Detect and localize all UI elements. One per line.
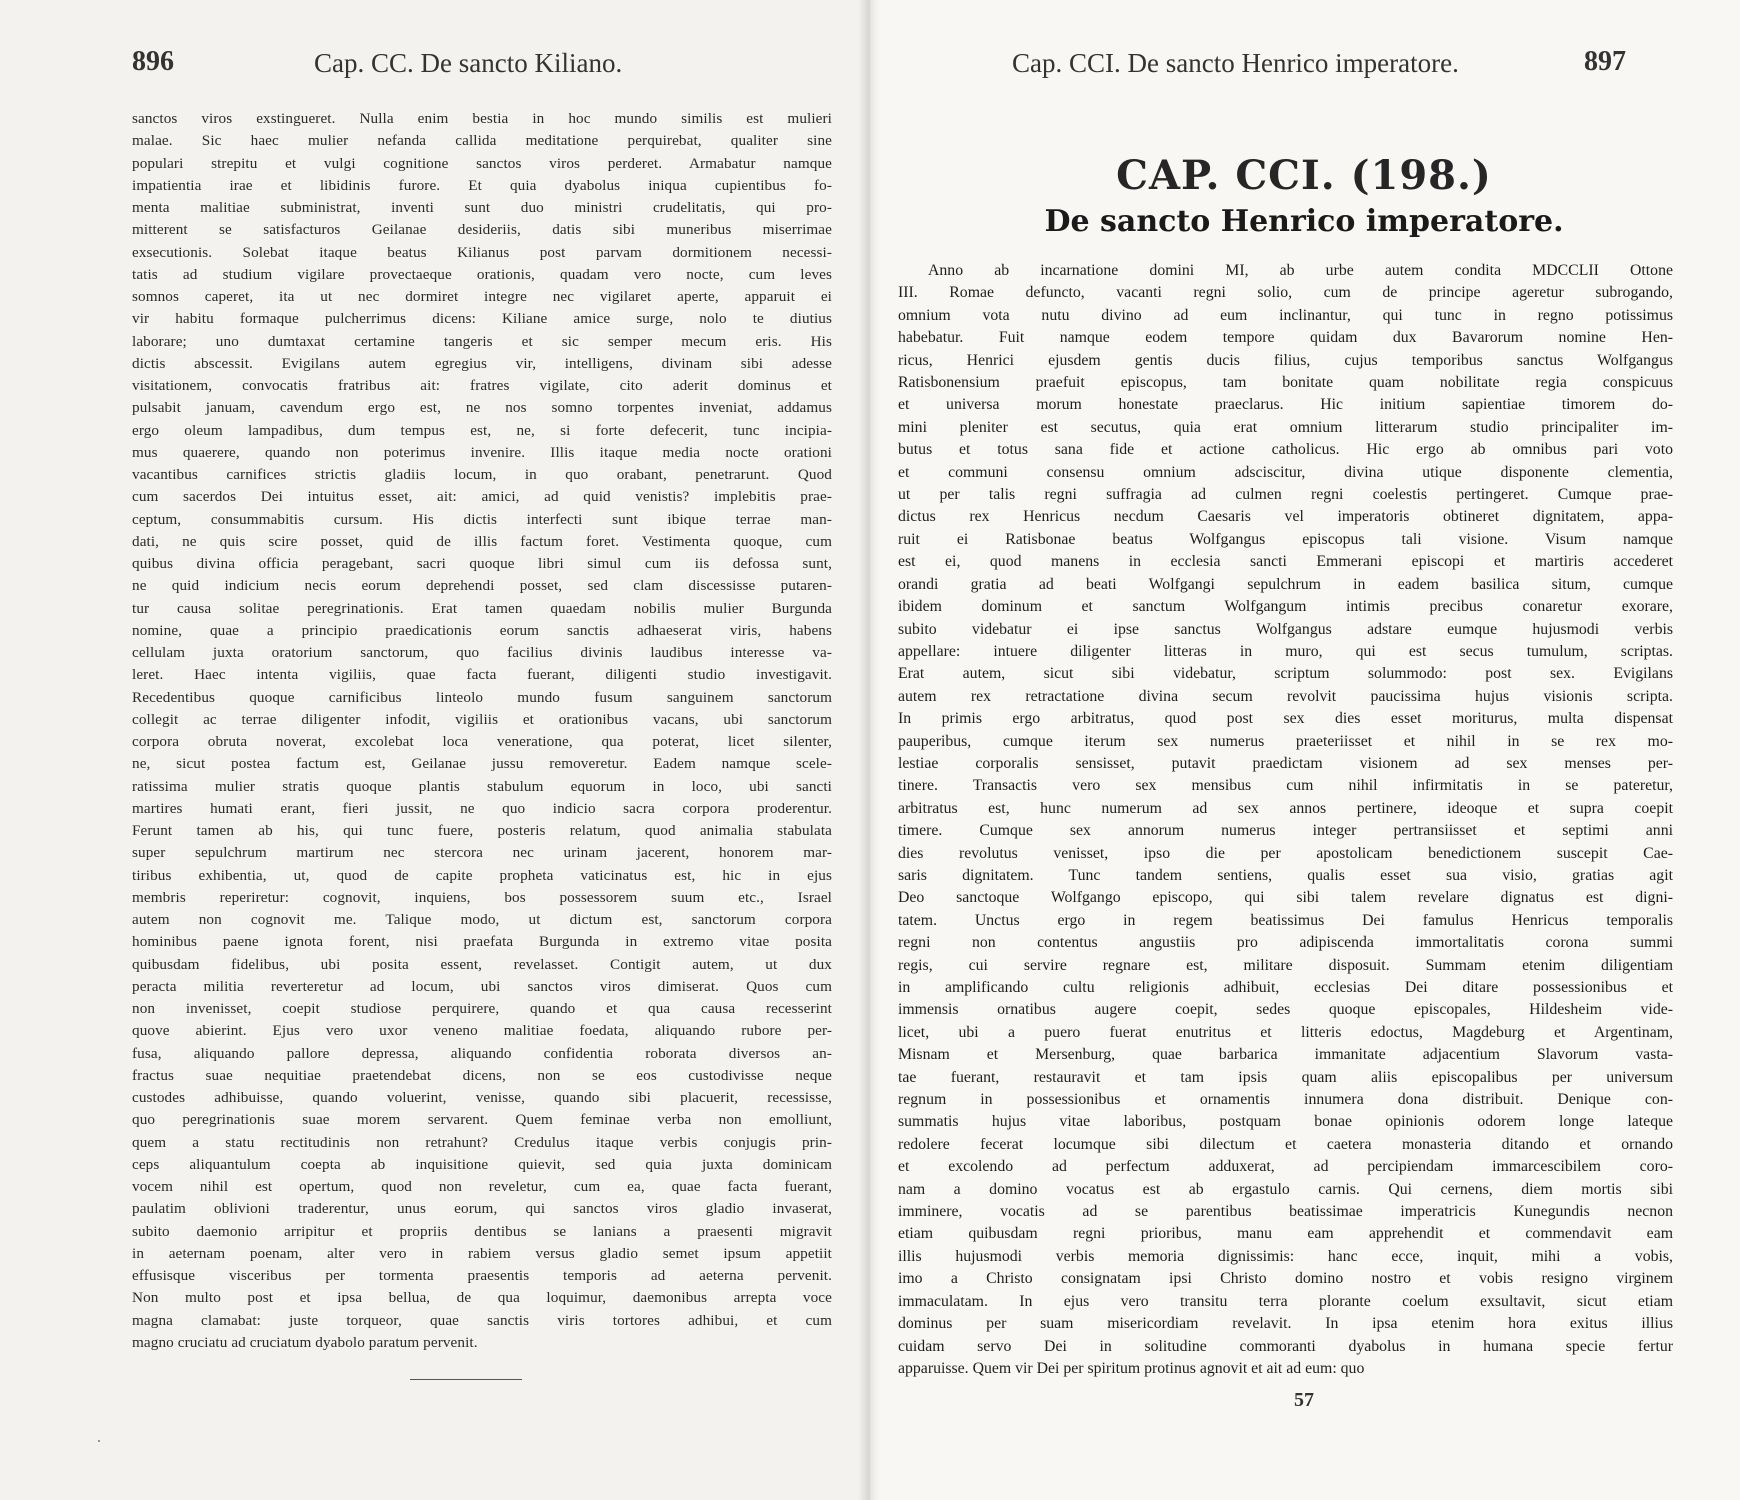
text-line: vocem nihil est opertum, quod non reveletur, cum ea, quae facta fuerant,: [132, 1178, 832, 1195]
text-line: somnos caperet, ita ut nec dormiret integre nec vigilaret aperte, apparuit ei: [132, 288, 832, 305]
text-line: leret. Haec intenta vigiliis, quae facta fuerant, diligenti studio investigavit.: [132, 666, 832, 684]
text-line: laborare; uno dumtaxat certamine tangeris et sic semper mecum eris. His: [132, 332, 832, 350]
text-line: pulsabit januam, cavendum ergo est, ne nos somno torpentes inveniat, addamus: [132, 399, 832, 417]
text-line: malae. Sic haec mulier nefanda callida meditatione perquirebat, qualiter sine: [132, 132, 832, 150]
text-line: mus quaerere, quando non poterimus invenire. Illis itaque media nocte orationi: [132, 443, 832, 461]
text-line: tae fuerant, restauravit et tam ipsis quam aliis episcopalibus per universum: [898, 1068, 1673, 1086]
text-line: ceptum, consummabitis cursum. His dictis interfecti sunt ibique terrae man-: [132, 510, 832, 528]
text-line: orandi gratia ad beati Wolfgangi sepulchrum in eadem basilica situm, cumque: [898, 575, 1673, 593]
text-line: tinere. Transactis vero sex mensibus cum nihil infirmitatis in se pateretur,: [898, 777, 1673, 795]
text-line: redolere fecerat locumque sibi dilectum et caetera monasteria ditando et ornando: [898, 1135, 1673, 1153]
text-line: fusa, aliquando pallore depressa, aliquando confidentia roborata diversos an-: [132, 1044, 832, 1062]
text-line: imminere, vocatis ad se parentibus beatissimae imperatricis Kunegundis necnon: [898, 1203, 1673, 1221]
text-line: ratissima mulier stratis quoque plantis stabulum equorum in loco, ubi sancti: [132, 777, 832, 795]
text-line: peracta militia reverteretur ad locum, ubi sanctos viros dimiserat. Quos cum: [132, 977, 832, 995]
text-line: dominus per suam misericordiam revelavit. In ipsa etenim hora exitus illius: [898, 1315, 1673, 1333]
text-line: butus et totus sana fide et actione catholicus. Hic ergo ab omnibus pari voto: [898, 441, 1673, 459]
text-line: ceps aliquantulum coepta ab inquisitione quievit, sed quia juxta dominicam: [132, 1155, 832, 1173]
text-line: nomine, quae a principio praedicationis eorum sanctis adhaeserat viris, habens: [132, 621, 832, 639]
text-line: et excolendo ad perfectum adduxerat, ad percipiendam immarcescibilem coro-: [898, 1158, 1673, 1176]
text-line: ricus, Henrici ejusdem gentis ducis filius, cujus temporibus sanctus Wolfgangus: [898, 351, 1673, 369]
text-line: ergo oleum lampadibus, dum tempus est, ne, si forte defecerit, tunc incipia-: [132, 421, 832, 439]
text-line: Ratisbonensium praefuit episcopus, tam bonitate quam nobilitate regia conspicuus: [898, 374, 1673, 392]
chapter-subtitle: De sancto Henrico imperatore.: [1044, 204, 1564, 239]
text-line: etiam quibusdam regni prioribus, manu eam apprehendit et commendavit eam: [898, 1225, 1673, 1243]
text-line: lestiae corporalis sensisset, putavit praedictam visionem ad sex menses per-: [898, 754, 1673, 772]
text-line: subito videbatur ei ipse sanctus Wolfgangus adstare eumque hujusmodi verbis: [898, 620, 1673, 638]
text-line: tatem. Unctus ergo in regem beatissimus Dei famulus Henricus temporalis: [898, 911, 1673, 929]
text-line: mini pleniter est secutus, quia erat omnium litterarum studio principaliter im-: [898, 418, 1673, 436]
text-line: corpora obruta noverat, excolebat loca veneratione, qua poterat, licet silenter,: [132, 733, 832, 750]
text-line: nam a domino vocatus est ab ergastulo carnis. Qui cernens, diem mortis sibi: [898, 1180, 1673, 1198]
text-line: dictis abscessit. Evigilans autem egregius vir, intelligens, divinam sibi adesse: [132, 354, 832, 372]
text-line: custodes adhibuisse, quando voluerint, venisse, quando sibi placuerit, recessisse,: [132, 1089, 832, 1106]
text-line: autem non cognovit me. Talique modo, ut dictum est, sanctorum corpora: [132, 911, 832, 928]
text-line: subito daemonio arripitur et propriis dentibus se lanians a praesenti migravit: [132, 1222, 832, 1240]
text-line: ne quid indicium necis eorum deprehendi posset, sed clam discessisse putaren-: [132, 577, 832, 595]
text-line: immaculatam. In ejus vero transitu terra plorante coelum exsultavit, sicut etiam: [898, 1292, 1673, 1310]
text-line: ibidem dominum et sanctum Wolfgangum intimis precibus conaretur exorare,: [898, 598, 1673, 616]
text-line: regis, cui servire regnare est, militare disposuit. Summam etenim diligentiam: [898, 956, 1673, 974]
text-line: populari strepitu et vulgi cognitione sanctos viros perderet. Armabatur namque: [132, 154, 832, 172]
text-line: dictus rex Henricus necdum Caesaris vel imperatoris obtineret dignitatem, appa-: [898, 508, 1673, 526]
text-line: magna clamabat: juste torqueor, quae sanctis viris tortores adhibui, et cum: [132, 1311, 832, 1329]
text-line: tatis ad studium vigilare provectaeque orationis, quadam vero nocte, cum leves: [132, 265, 832, 283]
text-line: hominibus paene ignota forent, nisi praefata Burgunda in extremo vitae posita: [132, 933, 832, 951]
text-line: super sepulchrum martirum nec stercora nec urinam jacerent, honorem mar-: [132, 844, 832, 862]
text-line: regni non contentus angustiis pro adipiscenda immortalitatis corona summi: [898, 934, 1673, 952]
text-line: immensis ornatibus augere coepit, sedes quoque episcopales, Hildesheim vide-: [898, 1001, 1673, 1019]
text-line: Non multo post et ipsa bellua, de qua loquimur, daemonibus arrepta voce: [132, 1289, 832, 1307]
text-line: exsecutionis. Solebat itaque beatus Kilianus post parvam dormitionem necessi-: [132, 243, 832, 261]
text-line: in aeternam poenam, alter vero in rabiem versus gladio semet ipsum appetiit: [132, 1244, 832, 1262]
text-line: collegit ac terrae diligenter infodit, vigiliis et orationibus vacans, ubi sanctorum: [132, 710, 832, 728]
text-line: et communi consensu omnium adsciscitur, divina utique disponente clementia,: [898, 463, 1673, 481]
text-line: quove abierint. Ejus vero uxor veneno malitiae foedata, aliquando rubore per-: [132, 1022, 832, 1040]
text-line: quibus divina officia peragebant, sacri quoque libri simul cum iis defossa sunt,: [132, 555, 832, 572]
text-line: quibusdam fidelibus, ubi posita essent, revelasset. Contigit autem, ut dux: [132, 955, 832, 973]
text-line: ruit ei Ratisbonae beatus Wolfgangus episcopus tali visione. Visum namque: [898, 530, 1673, 548]
signature-mark: 57: [1294, 1389, 1314, 1411]
left-folio: 896: [132, 46, 174, 77]
text-line: appellare: intuere diligenter litteras in muro, qui est secus tumulum, scriptas.: [898, 642, 1673, 660]
text-line: pauperibus, cumque iterum sex numerus praeteriisset et nihil in se rex mo-: [898, 732, 1673, 750]
text-line: est ei, quod manens in ecclesia sancti Emmerani episcopi et martiris accederet: [898, 553, 1673, 571]
text-line: Erat autem, sicut sibi videbatur, scriptum solummodo: post sex. Evigilans: [898, 665, 1673, 683]
text-line: magno cruciatu ad cruciatum dyabolo paratum pervenit.: [132, 1333, 478, 1351]
text-line: Ferunt tamen ab his, qui tunc fuere, posteris relatum, quod animalia stabulata: [132, 822, 832, 839]
text-line: quo peregrinationis suae morem servarent. Quem feminae verba non emolliunt,: [132, 1111, 832, 1129]
text-line: vacantibus carnifices strictis gladiis locum, in quo orabant, penetrarunt. Quod: [132, 466, 832, 483]
left-body-text: [132, 108, 832, 1354]
text-line: dies revolutus venisset, ipso die per apostolicam benedictionem suscepit Cae-: [898, 844, 1673, 862]
text-line: tur causa solitae peregrinationis. Erat tamen quaedam nobilis mulier Burgunda: [132, 599, 832, 617]
right-folio: 897: [1584, 46, 1626, 77]
text-line: impatientia irae et libidinis furore. Et quia dyabolus iniqua cupientibus fo-: [132, 176, 832, 194]
text-line: non invenisset, coepit studiose perquirere, quando et qua causa recesserint: [132, 1000, 832, 1017]
text-line: tiribus exhibentia, ut, quod de capite propheta vaticinatus est, hic in ejus: [132, 866, 832, 884]
text-line: cellulam juxta oratorium sanctorum, quo facilius divinis laudibus interesse va-: [132, 644, 832, 661]
text-line: III. Romae defuncto, vacanti regni solio, cum de principe ageretur subrogando,: [898, 284, 1673, 302]
text-line: et universa morum honestate praeclarus. Hic initium sapientiae timorem do-: [898, 396, 1673, 414]
text-line: martires humati erant, fieri jussit, ne quo indicio sacra corpora proderentur.: [132, 799, 832, 817]
text-line: in amplificando cultu religionis adhibuit, ecclesias Dei ditare possessionibus et: [898, 979, 1673, 996]
text-line: illis hujusmodi verbis memoria dignissimis: hanc ecce, inquit, mihi a vobis,: [898, 1247, 1673, 1265]
chapter-title: CAP. CCI. (198.): [1116, 152, 1492, 199]
text-line: autem rex retractatione divina secum revolvit paucissima hujus visionis scripta.: [898, 687, 1673, 705]
right-running-head: Cap. CCI. De sancto Henrico imperatore.: [1012, 48, 1459, 78]
text-line: effusisque visceribus per tormenta praesentis temporis ad aeterna pervenit.: [132, 1267, 832, 1284]
text-line: sanctos viros exstingueret. Nulla enim bestia in hoc mundo similis est mulieri: [132, 110, 832, 127]
right-body-text: [898, 260, 1673, 1380]
text-line: visitationem, convocatis fratribus ait: fratres vigilate, cito aderit dominus et: [132, 377, 832, 394]
text-line: quem a statu rectitudinis non retrahunt? Credulus itaque verbis conjugis prin-: [132, 1133, 832, 1151]
text-line: paulatim oblivioni traderentur, unus eorum, qui sanctos viros gladio invaserat,: [132, 1200, 832, 1218]
text-line: cuidam servo Dei in solitudine commoranti dyabolus in humana specie fertur: [898, 1337, 1673, 1355]
text-line: Anno ab incarnatione domini MI, ab urbe autem condita MDCCLII Ottone: [928, 262, 1673, 279]
text-line: regnum in possessionibus et ornamentis innumera dona distribuit. Denique con-: [898, 1091, 1673, 1109]
text-line: apparuisse. Quem vir Dei per spiritum protinus agnovit et ait ad eum: quo: [898, 1359, 1365, 1377]
right-page: [868, 0, 1740, 1500]
text-line: timere. Cumque sex annorum numerus integer pertransiisset et septimi anni: [898, 822, 1673, 840]
text-line: licet, ubi a puero fuerat enutritus et litteris edoctus, Magdeburg et Argentinam,: [898, 1023, 1673, 1041]
left-page: [0, 0, 868, 1500]
end-rule: [410, 1379, 522, 1380]
text-line: Misnam et Mersenburg, quae barbarica immanitate adjacentium Slavorum vasta-: [898, 1046, 1673, 1064]
text-line: In primis ergo arbitratus, quod post sex dies esset moriturus, multa dispensat: [898, 710, 1673, 728]
paper-speck: [98, 1440, 100, 1442]
text-line: habebatur. Fuit namque eodem tempore quidam dux Bavarorum nomine Hen-: [898, 329, 1673, 347]
text-line: vir habitu formaque pulcherrimus dicens: Kiliane amice surge, nolo te diutius: [132, 310, 832, 328]
text-line: saris dignitatem. Tunc tandem sentiens, qualis esset sua visio, gratias agit: [898, 866, 1673, 884]
text-line: cum sacerdos Dei intuitus esset, ait: amici, ad quid venistis? implebitis prae-: [132, 488, 832, 506]
text-line: omnium vota nutu divino ad eum inclinantur, qui tunc in regno potissimus: [898, 306, 1673, 324]
text-line: mitterent se satisfacturos Geilanae desideriis, datis sibi muneribus miserrimae: [132, 221, 832, 239]
text-line: arbitratus est, hunc numerum ad sex annos pertinere, ideoque et supra coepit: [898, 799, 1673, 817]
text-line: Deo sanctoque Wolfgango episcopo, qui sibi talem revelare dignatus est digni-: [898, 889, 1673, 907]
text-line: ut per talis regni suffragia ad culmen regni coelestis pertingeret. Cumque prae-: [898, 486, 1673, 504]
text-line: imo a Christo consignatam ipsi Christo domino nostro et vobis resigno virginem: [898, 1270, 1673, 1288]
text-line: fractus suae nequitiae praetendebat dicens, non se eos custodivisse neque: [132, 1066, 832, 1084]
text-line: ne, sicut postea factum est, Geilanae jussu removeretur. Eadem namque scele-: [132, 755, 832, 773]
left-running-head: Cap. CC. De sancto Kiliano.: [314, 48, 623, 78]
text-line: summatis hujus vitae laboribus, postquam bonae opinionis odorem longe lateque: [898, 1113, 1673, 1131]
text-line: membris reperiretur: cognovit, inquiens, bos possessorem suum etc., Israel: [132, 888, 832, 906]
text-line: dati, ne quis scire posset, quid de illis factum foret. Vestimenta quoque, cum: [132, 532, 832, 550]
text-line: Recedentibus quoque carnificibus linteolo mundo fusum sanguinem sanctorum: [132, 688, 832, 706]
text-line: menta malitiae subministrat, inventi sunt duo ministri crudelitatis, qui pro-: [132, 199, 832, 216]
book-gutter: [858, 0, 880, 1500]
